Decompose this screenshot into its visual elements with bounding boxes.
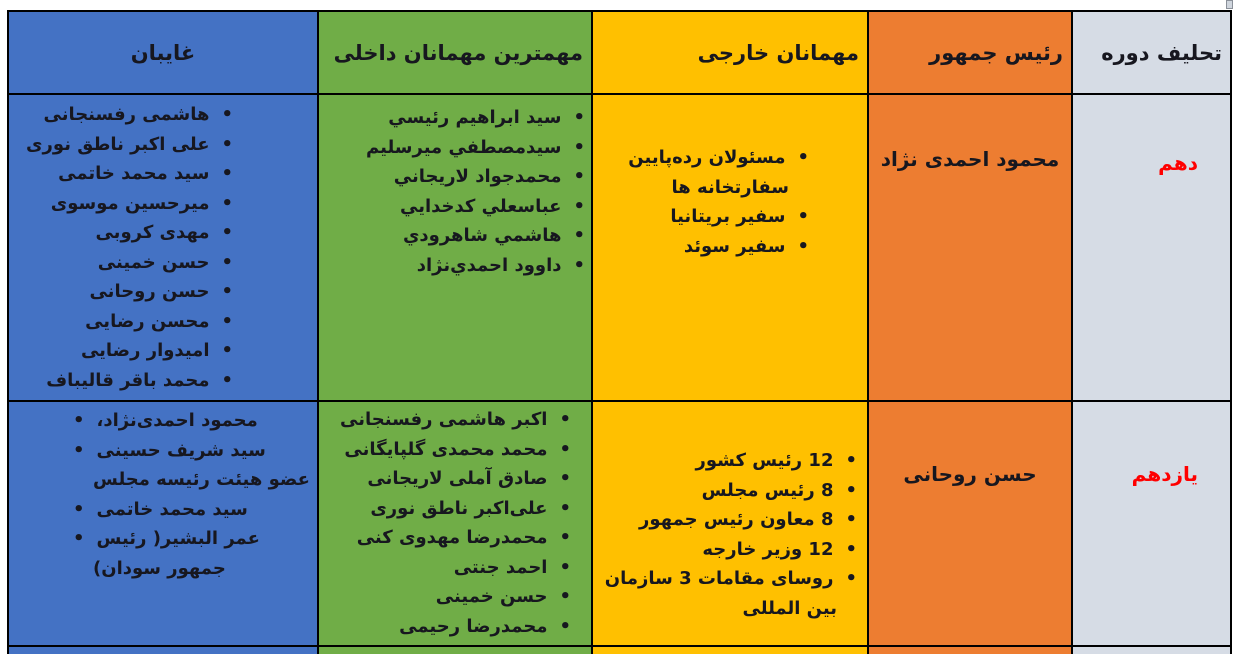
bullet-icon: • xyxy=(573,254,585,276)
header-domestic-guests: مهمترین مهمانان داخلی xyxy=(318,11,592,94)
bullet-icon: • xyxy=(559,497,571,519)
list-item: • سید شریف حسینی عضو هیئت رئیسه مجلس xyxy=(73,439,310,490)
list-item: •هاشمي شاهرودي xyxy=(402,225,585,246)
bullet-icon: • xyxy=(221,133,233,155)
header-president: رئیس جمهور xyxy=(868,11,1072,94)
cell-term-11: یازدهم xyxy=(1072,401,1231,646)
foreign-guests-list xyxy=(599,143,809,261)
bullet-icon: • xyxy=(221,163,233,184)
table-row-partial xyxy=(8,646,1231,654)
bullet-icon: • xyxy=(221,369,233,391)
cell-domestic-partial xyxy=(318,646,592,654)
inauguration-comparison-table xyxy=(7,10,1232,654)
list-item: •علی‌اکبر ناطق نوری xyxy=(370,497,571,519)
bullet-icon: • xyxy=(559,527,571,548)
list-item: •حسن خمینی xyxy=(435,586,571,607)
bullet-icon: • xyxy=(797,235,809,257)
list-item: • محمود احمدی‌نژاد، xyxy=(73,410,258,431)
domestic-guests-list xyxy=(323,103,585,280)
bullet-icon: • xyxy=(573,136,585,158)
bullet-icon: • xyxy=(221,222,233,243)
bullet-icon: • xyxy=(797,147,809,168)
bullet-icon: • xyxy=(559,438,571,460)
list-item: •محمدرضا رحیمی xyxy=(399,615,571,637)
cell-term-10: دهم xyxy=(1072,94,1231,401)
cell-domestic-guests-10 xyxy=(318,94,592,401)
bullet-icon: • xyxy=(845,479,857,501)
absentees-list xyxy=(9,406,313,583)
list-item: •داوود احمدي‌نژاد xyxy=(416,254,585,276)
bullet-icon: • xyxy=(73,439,85,461)
bullet-icon: • xyxy=(73,410,85,431)
list-item: •هاشمی رفسنجانی xyxy=(43,104,233,125)
bullet-icon: • xyxy=(221,340,233,361)
bullet-icon: • xyxy=(559,556,571,578)
bullet-icon: • xyxy=(845,538,857,560)
list-item: •12 وزیر خارجه xyxy=(702,538,857,560)
table-row-term-10 xyxy=(8,94,1231,401)
list-item: •مهدی کروبی xyxy=(95,222,233,243)
cell-president-ahmadinejad: محمود احمدی نژاد xyxy=(868,94,1072,401)
absentees-list xyxy=(13,100,233,395)
list-item: •روسای مقامات 3 سازمان بین المللی xyxy=(604,568,857,619)
bullet-icon: • xyxy=(221,310,233,332)
bullet-icon: • xyxy=(73,498,85,520)
cell-foreign-guests-11 xyxy=(592,401,868,646)
cell-absentees-partial xyxy=(8,646,318,654)
bullet-icon: • xyxy=(221,192,233,214)
list-item: •سفیر سوئد xyxy=(683,235,809,257)
bullet-icon: • xyxy=(845,450,857,471)
list-item: •محسن رضایی xyxy=(85,310,233,332)
bullet-icon: • xyxy=(559,468,571,489)
bullet-icon: • xyxy=(573,225,585,246)
domestic-guests-list xyxy=(323,405,571,641)
list-item: • عمر البشیر( رئیس جمهور سودان) xyxy=(73,528,260,579)
bullet-icon: • xyxy=(845,509,857,530)
header-term: تحلیف دوره xyxy=(1072,11,1231,94)
list-item: •احمد جنتی xyxy=(453,556,571,578)
list-item: •12 رئیس کشور xyxy=(695,450,857,471)
cell-absentees-10 xyxy=(8,94,318,401)
bullet-icon: • xyxy=(559,615,571,637)
list-item: •سید محمد خاتمی xyxy=(58,163,233,184)
bullet-icon: • xyxy=(221,104,233,125)
header-foreign-guests: مهمانان خارجی xyxy=(592,11,868,94)
cell-president-partial xyxy=(868,646,1072,654)
bullet-icon: • xyxy=(573,166,585,187)
bullet-icon: • xyxy=(559,409,571,430)
bullet-icon: • xyxy=(73,528,85,549)
list-item: •مسئولان رده‌پایین سفارتخانه ها xyxy=(628,147,809,198)
table-row-term-11 xyxy=(8,401,1231,646)
bullet-icon: • xyxy=(797,206,809,227)
bullet-icon: • xyxy=(573,107,585,128)
list-item: •محمدجواد لاریجاني xyxy=(393,166,585,187)
cell-foreign-guests-10 xyxy=(592,94,868,401)
bullet-icon: • xyxy=(573,195,585,217)
list-item: •حسن خمینی xyxy=(97,251,233,273)
bullet-icon: • xyxy=(221,251,233,273)
list-item: •صادق آملی لاریجانی xyxy=(367,468,571,489)
list-item: •علی اکبر ناطق نوری xyxy=(26,133,233,155)
bullet-icon: • xyxy=(845,568,857,589)
list-item: •محمدرضا مهدوی کنی xyxy=(356,527,571,548)
list-item: •اکبر هاشمی رفسنجانی xyxy=(340,409,571,430)
header-absentees: غایبان xyxy=(8,11,318,94)
cell-foreign-partial xyxy=(592,646,868,654)
header-row xyxy=(8,11,1231,94)
cell-domestic-guests-11 xyxy=(318,401,592,646)
list-item: •سیدمصطفي میرسلیم xyxy=(365,136,585,158)
list-item: •سید ابراهیم رئيسي xyxy=(388,107,585,128)
list-item: •سفیر بریتانیا xyxy=(670,206,809,227)
cell-absentees-11 xyxy=(8,401,318,646)
list-item: •8 معاون رئیس جمهور xyxy=(639,509,857,530)
list-item: •امیدوار رضایی xyxy=(80,340,233,361)
screenshot-corner-artifact xyxy=(1226,0,1233,9)
list-item: •محمد باقر قالیباف xyxy=(46,369,233,391)
cell-term-partial xyxy=(1072,646,1231,654)
list-item: •میرحسین موسوی xyxy=(50,192,233,214)
list-item: •عباسعلي کدخدايي xyxy=(400,195,585,217)
cell-president-rouhani: حسن روحانی xyxy=(868,401,1072,646)
list-item: •حسن روحانی xyxy=(89,281,233,302)
list-item: •محمد محمدی گلپایگانی xyxy=(344,438,571,460)
bullet-icon: • xyxy=(221,281,233,302)
list-item: • سید محمد خاتمی xyxy=(73,498,248,520)
foreign-guests-list xyxy=(599,446,857,623)
bullet-icon: • xyxy=(559,586,571,607)
list-item: •8 رئیس مجلس xyxy=(701,479,857,501)
